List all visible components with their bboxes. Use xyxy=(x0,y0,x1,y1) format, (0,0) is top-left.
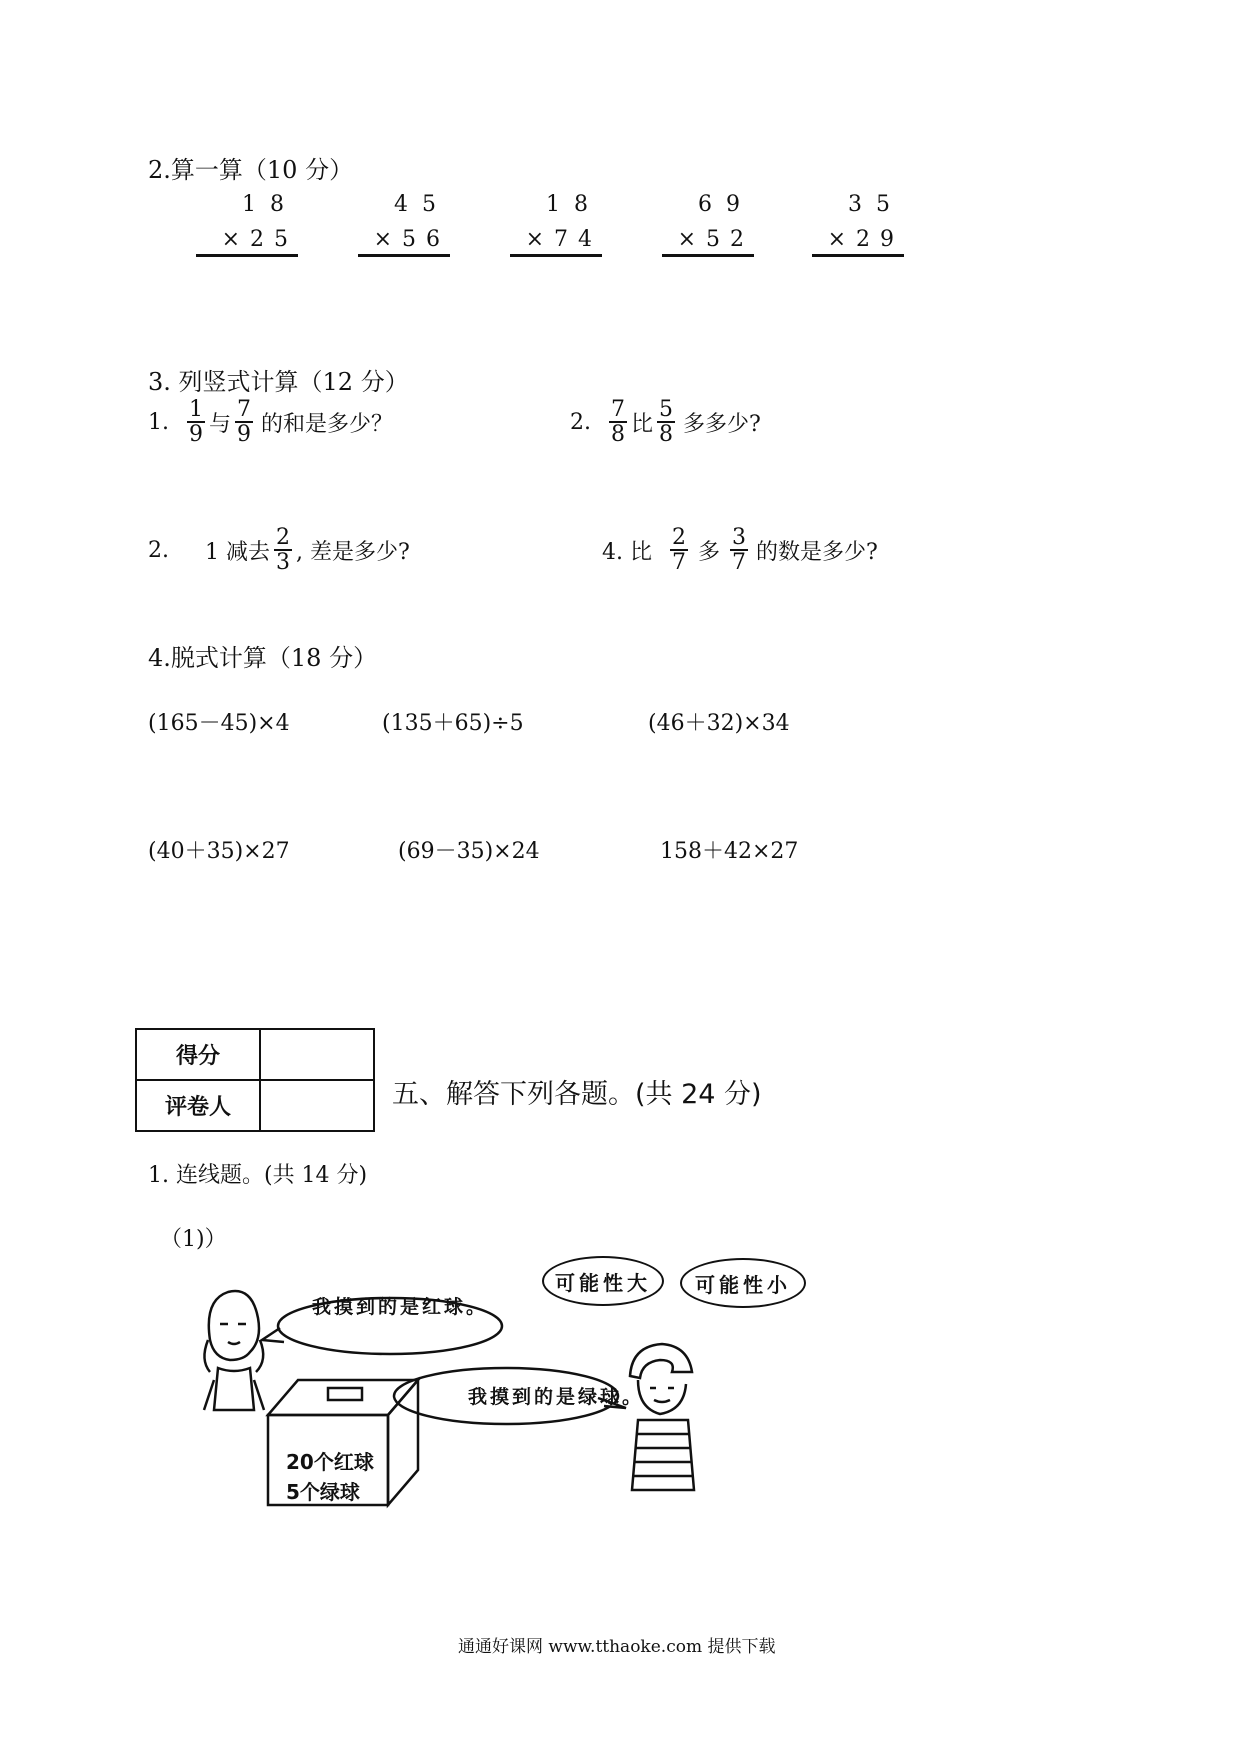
bubble-unlikely: 可能性小 xyxy=(680,1258,806,1308)
girl-speech-text: 我摸到的是红球。 xyxy=(312,1296,489,1318)
expression-5: (69－35)×24 xyxy=(398,839,540,864)
vertical-calc-question-2: 2. $\frac{7}{8}$ 比 $\frac{5}{8}$ 多多少? xyxy=(570,397,761,448)
fraction: $\frac{7}{9}$ xyxy=(237,397,252,448)
multiplication-problem-3: 18 ×74 xyxy=(510,192,602,257)
score-value-cell[interactable] xyxy=(260,1029,374,1080)
fraction: $\frac{7}{8}$ xyxy=(611,397,625,448)
boy-figure-icon xyxy=(630,1344,694,1490)
section-2-title: 2.算一算（10 分） xyxy=(148,156,354,184)
section-4-title: 4.脱式计算（18 分） xyxy=(148,644,378,672)
fraction: $\frac{5}{8}$ xyxy=(659,397,674,448)
multiplication-problem-2: 45 ×56 xyxy=(358,192,450,257)
bubble-likely: 可能性大 xyxy=(542,1256,664,1306)
fraction: $\frac{1}{9}$ xyxy=(189,397,203,448)
vertical-calc-question-3: 2. 1 减去 $\frac{2}{3}$ , 差是多少? xyxy=(148,525,410,576)
boy-speech-text: 我摸到的是绿球。 xyxy=(468,1386,645,1408)
grader-value-cell[interactable] xyxy=(260,1080,374,1131)
expression-3: (46＋32)×34 xyxy=(648,711,790,736)
vertical-calc-question-4: 4. 比 $\frac{2}{7}$ 多 $\frac{3}{7}$ 的数是多少? xyxy=(602,525,878,576)
multiplication-problem-4: 69 ×52 xyxy=(662,192,754,257)
fraction: $\frac{2}{7}$ xyxy=(671,525,686,576)
section-5-title: 五、解答下列各题。(共 24 分) xyxy=(392,1079,762,1110)
expression-4: (40＋35)×27 xyxy=(148,839,290,864)
score-label: 得分 xyxy=(136,1029,260,1080)
part-label: （1)） xyxy=(160,1227,227,1252)
score-box xyxy=(135,1028,375,1132)
multiplication-problem-5: 35 ×29 xyxy=(812,192,904,257)
fraction: $\frac{3}{7}$ xyxy=(732,525,746,576)
box-label-green: 5个绿球 xyxy=(286,1480,360,1504)
girl-figure-icon xyxy=(204,1291,264,1410)
footer-text: 通通好课网 www.tthaoke.com 提供下载 xyxy=(458,1637,776,1657)
expression-1: (165－45)×4 xyxy=(148,711,290,736)
multiplication-problem-1: 18 ×25 xyxy=(196,192,298,257)
section-3-title: 3. 列竖式计算（12 分） xyxy=(148,368,409,396)
expression-2: (135＋65)÷5 xyxy=(382,711,524,736)
box-label-red: 20个红球 xyxy=(286,1450,374,1474)
fraction: $\frac{2}{3}$ xyxy=(276,525,290,576)
expression-6: 158＋42×27 xyxy=(660,839,799,864)
grader-label: 评卷人 xyxy=(136,1080,260,1131)
section-5-sub-1: 1. 连线题。(共 14 分) xyxy=(148,1163,368,1188)
vertical-calc-question-1: 1. $\frac{1}{9}$ 与 $\frac{7}{9}$ 的和是多少？ xyxy=(148,397,394,448)
